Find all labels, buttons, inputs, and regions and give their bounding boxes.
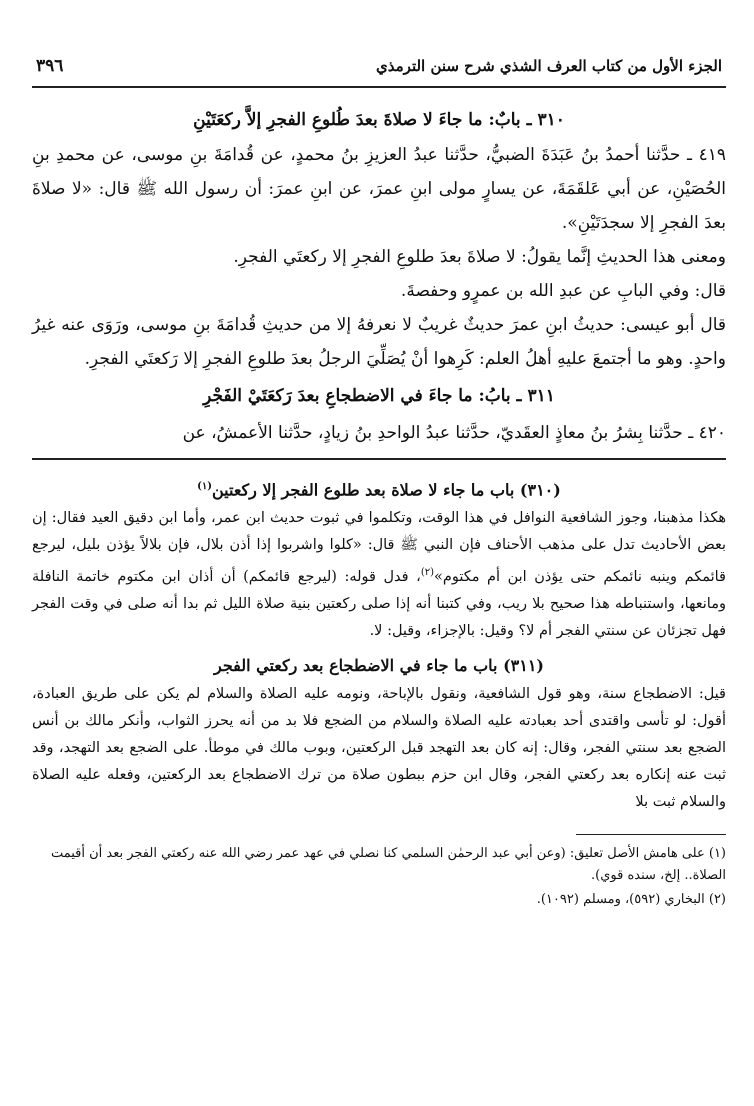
sharh-310-body-a: هكذا مذهبنا، وجوز الشافعية النوافل في هذا الوقت، وتكلموا في ثبوت حديث ابن عمر، وأما ابن دقيق العيد فقال: إن بعض الأحاديث تدل على مذهب الأحناف فإن النبي ﷺ قال: «كلوا واشربوا إذا أذن بلال، فإن بلالاً يؤذن بليل، ليرجع قائمكم وينبه نائمكم حتى يؤذن ابن أم مكتوم» — [32, 510, 726, 586]
footnote-1: (١) على هامش الأصل تعليق: (وعن أبي عبد الرحمٰن السلمي كنا نصلي في عهد عمر رضي الله عنه ركعتي الفجر بعد أن أقيمت الصلاة.. إلخ، سنده قوي). — [50, 846, 726, 884]
sharh-311-title: (٣١١) باب ما جاء في الاضطجاع بعد ركعتي الفجر — [214, 656, 544, 676]
book-page — [32, 56, 726, 1106]
sharh-310-title-text: (٣١٠) باب ما جاء لا صلاة بعد طلوع الفجر إلا ركعتين — [211, 480, 561, 500]
sharh-310-title — [32, 472, 726, 505]
hadith-420-text: ٤٢٠ ـ حدَّثنا بِشرُ بنُ معاذٍ العقَديّ، حدَّثنا عبدُ الواحدِ بنُ زيادٍ، حدَّثنا الأعمشُ، عن — [182, 423, 726, 443]
matn-section — [32, 102, 726, 450]
sharh-section — [32, 472, 726, 816]
footnote-2: (٢) البخاري (٥٩٢)، ومسلم (١٠٩٢). — [536, 892, 726, 908]
sharh-311-body: قيل: الاضطجاع سنة، وهو قول الشافعية، ونقول بالإباحة، ونومه عليه الصلاة والسلام لم يكن على طريق العبادة، أقول: لو تأسى واقتدى أحد بعبادته عليه الصلاة والسلام من الضجع فلا بد من أنه يحرز الثواب، وأنكر مالك بن أنس الضجع بعد سنتي الفجر، وقال: إنه كان بعد التهجد قبل الركعتين، وبوب مالك في موطأ. على الضجع بعد التهجد، وقد ثبت عنه إنكاره بعد ركعتي الفجر، وقال ابن حزم ببطون صلاة من ترك الاضطجاع بعد الركعتين، وفعله عليه الصلاة والسلام ثبت بلا — [32, 686, 726, 811]
hadith-419-bab-note: قال: وفي البابِ عن عبدِ الله بن عمرٍو وحفصةَ. — [400, 281, 726, 301]
running-header — [32, 56, 726, 88]
sharh-310-body-b: ، فدل قوله: (ليرجع قائمكم) أن أذان ابن مكتوم خاتمة النافلة ومانعها، واستنباطه هذا صحيح بلا ريب، وفي كتبنا أنه إذا صلى ركعتين بنية صلاة الليل ثم بدا أنه صلى في وقت الفجر فهل تجزئان عن سنتي الفجر أم لا؟ وقيل: بالإجزاء، وقيل: لا. — [32, 569, 726, 640]
hadith-419-abu-isa: قال أبو عيسى: حديثُ ابنِ عمرَ حديثٌ غريبٌ لا نعرفهُ إلا من حديثِ قُدامَةَ بنِ موسى، ورَوَى عنه غيرُ واحدٍ. وهو ما أجتمعَ عليهِ أهلُ العلم: كَرِهوا أنْ يُصَلِّيَ الرجلُ بعدَ طلوعِ الفجرِ إلا رَكعتَي الفجرِ. — [32, 315, 726, 369]
matn-sharh-divider — [32, 458, 726, 460]
chapter-311-title: ٣١١ ـ بابُ: ما جاءَ في الاضطجاعِ بعدَ رَكعَتَيْ الفَجْرِ — [203, 386, 555, 406]
hadith-419-meaning: ومعنى هذا الحديثِ إنَّما يقولُ: لا صلاةَ بعدَ طلوعِ الفجرِ إلا ركعتَي الفجرِ. — [233, 247, 726, 267]
footnotes — [32, 843, 726, 911]
sharh-310-body — [32, 505, 726, 645]
footnote-divider — [576, 834, 726, 835]
page-number: ٣٩٦ — [36, 56, 64, 76]
hadith-419-text: ٤١٩ ـ حدَّثنا أحمدُ بنُ عَبَدَةَ الضبيُّ، حدَّثنا عبدُ العزيزِ بنُ محمدٍ، عن قُدامَةَ بنِ موسى، عن محمدِ بنِ الحُصَيْنِ، عن أبي عَلقَمَةَ، عن يسارٍ مولى ابنِ عمرَ، عن ابنِ عمرَ: أن رسول الله ﷺ قال: «لا صلاةَ بعدَ الفجرِ إلا سجدَتَيْنِ». — [32, 145, 726, 233]
footnote-marker-2: (٢) — [420, 567, 434, 579]
footnote-marker-1: (١) — [197, 481, 212, 492]
running-title: الجزء الأول من كتاب العرف الشذي شرح سنن الترمذي — [376, 57, 722, 75]
chapter-310-title: ٣١٠ ـ بابٌ: ما جاءَ لا صلاةَ بعدَ طُلوعِ الفجرِ إلاَّ ركعَتَيْنِ — [193, 110, 565, 130]
